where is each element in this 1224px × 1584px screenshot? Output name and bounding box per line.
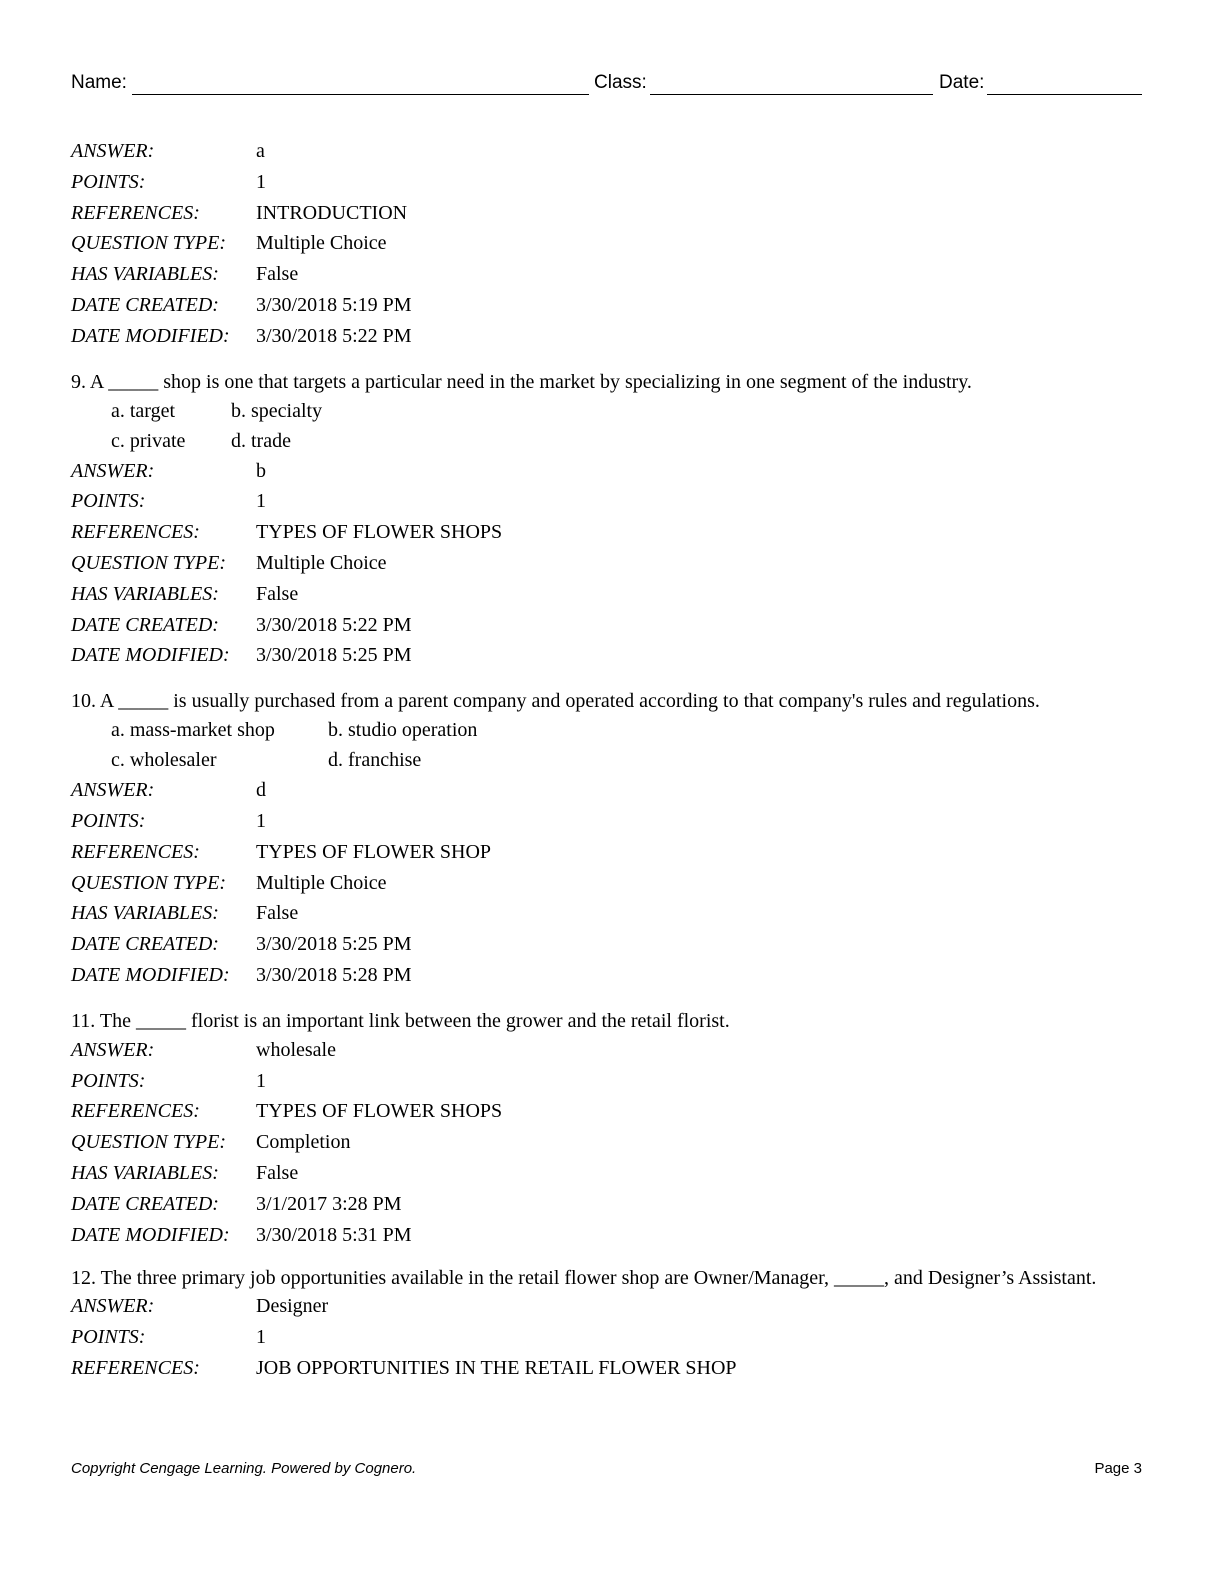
meta-value: 3/30/2018 5:25 PM <box>256 644 412 667</box>
meta-key: QUESTION TYPE: <box>71 232 227 255</box>
meta-key: REFERENCES: <box>71 1100 200 1123</box>
name-label: Name: <box>71 72 127 93</box>
meta-row <box>71 290 1151 321</box>
meta-value: False <box>256 1161 299 1184</box>
meta-key: REFERENCES: <box>71 521 200 544</box>
page-number: Page 3 <box>1094 1460 1142 1477</box>
meta-key: POINTS: <box>71 1326 146 1349</box>
meta-value: False <box>256 902 299 925</box>
meta-value: 1 <box>256 490 266 513</box>
meta-key: POINTS: <box>71 809 146 832</box>
meta-key: QUESTION TYPE: <box>71 551 227 574</box>
question-9 <box>71 368 1151 672</box>
meta-row <box>71 1220 1151 1251</box>
meta-row <box>71 228 1151 259</box>
meta-value: b <box>256 459 266 482</box>
meta-value: 3/30/2018 5:25 PM <box>256 933 412 956</box>
meta-row <box>71 1291 1151 1322</box>
meta-key: DATE CREATED: <box>71 613 219 636</box>
option-b: b. studio operation <box>328 719 478 742</box>
meta-row <box>71 1189 1151 1220</box>
meta-key: POINTS: <box>71 170 146 193</box>
option-c: c. private <box>111 429 186 452</box>
meta-row <box>71 610 1151 641</box>
meta-value: TYPES OF FLOWER SHOP <box>256 840 492 863</box>
question-text: 12. The three primary job opportunities available in the retail flower shop are Owner/Manager, _____, and Designer’s Assistant. <box>71 1267 1097 1290</box>
option-c: c. wholesaler <box>111 749 217 772</box>
date-label: Date: <box>939 72 985 93</box>
name-blank <box>132 94 589 95</box>
meta-key: DATE CREATED: <box>71 1192 219 1215</box>
meta-value: False <box>256 263 299 286</box>
meta-value: 1 <box>256 170 266 193</box>
meta-key: HAS VARIABLES: <box>71 902 219 925</box>
page-header <box>71 72 1142 96</box>
meta-row <box>71 1353 1151 1384</box>
meta-value: INTRODUCTION <box>256 201 408 224</box>
meta-value: wholesale <box>256 1038 336 1061</box>
meta-key: DATE MODIFIED: <box>71 1223 230 1246</box>
meta-row <box>71 837 1151 868</box>
option-row <box>71 715 1151 745</box>
meta-key: REFERENCES: <box>71 201 200 224</box>
question-text: 11. The _____ florist is an important link between the grower and the retail florist. <box>71 1009 730 1032</box>
option-d: d. franchise <box>328 749 422 772</box>
meta-row <box>71 898 1151 929</box>
meta-key: DATE MODIFIED: <box>71 963 230 986</box>
meta-row <box>71 868 1151 899</box>
meta-value: 1 <box>256 1069 266 1092</box>
meta-key: ANSWER: <box>71 140 155 162</box>
meta-value: Multiple Choice <box>256 232 387 255</box>
meta-value: Completion <box>256 1131 351 1154</box>
meta-key: DATE CREATED: <box>71 293 219 316</box>
meta-key: POINTS: <box>71 490 146 513</box>
question-10 <box>71 687 1151 991</box>
meta-key: POINTS: <box>71 1069 146 1092</box>
meta-key: REFERENCES: <box>71 1356 200 1379</box>
option-row <box>71 426 1151 456</box>
meta-value: 3/30/2018 5:19 PM <box>256 293 412 316</box>
date-blank <box>987 94 1142 95</box>
meta-value: 1 <box>256 1326 266 1349</box>
meta-value: 3/30/2018 5:22 PM <box>256 324 412 347</box>
meta-key: HAS VARIABLES: <box>71 582 219 605</box>
meta-value: d <box>256 779 266 802</box>
option-row <box>71 745 1151 775</box>
meta-row <box>71 321 1151 352</box>
meta-row <box>71 775 1151 806</box>
meta-key: DATE CREATED: <box>71 933 219 956</box>
meta-value: Multiple Choice <box>256 551 387 574</box>
meta-key: QUESTION TYPE: <box>71 1131 227 1154</box>
meta-row <box>71 960 1151 991</box>
previous-question-meta <box>71 136 1151 352</box>
meta-value: 3/30/2018 5:31 PM <box>256 1223 412 1246</box>
meta-value: 1 <box>256 809 266 832</box>
meta-key: HAS VARIABLES: <box>71 1161 219 1184</box>
question-11 <box>71 1007 1151 1251</box>
meta-key: DATE MODIFIED: <box>71 644 230 667</box>
class-blank <box>650 94 933 95</box>
meta-row <box>71 1066 1151 1097</box>
question-text: 10. A _____ is usually purchased from a parent company and operated according to that company's rules and regulations. <box>71 690 1040 713</box>
meta-key: ANSWER: <box>71 1295 155 1318</box>
meta-row <box>71 640 1151 671</box>
meta-value: a <box>256 140 265 162</box>
copyright-text: Copyright Cengage Learning. Powered by Cognero. <box>71 1460 417 1477</box>
meta-row <box>71 806 1151 837</box>
option-d: d. trade <box>231 429 291 452</box>
meta-row <box>71 486 1151 517</box>
meta-key: HAS VARIABLES: <box>71 263 219 286</box>
option-a: a. mass-market shop <box>111 719 275 742</box>
meta-key: ANSWER: <box>71 779 155 802</box>
meta-row <box>71 517 1151 548</box>
meta-value: 3/30/2018 5:28 PM <box>256 963 412 986</box>
meta-value: JOB OPPORTUNITIES IN THE RETAIL FLOWER SHOP <box>256 1356 737 1379</box>
meta-key: QUESTION TYPE: <box>71 871 227 894</box>
meta-row <box>71 579 1151 610</box>
meta-value: False <box>256 582 299 605</box>
option-row <box>71 396 1151 426</box>
question-text: 9. A _____ shop is one that targets a particular need in the market by specializing in one segment of the industry. <box>71 370 972 393</box>
meta-row <box>71 1127 1151 1158</box>
option-a: a. target <box>111 399 176 422</box>
meta-value: Designer <box>256 1295 329 1318</box>
meta-value: 3/1/2017 3:28 PM <box>256 1192 402 1215</box>
class-label: Class: <box>594 72 647 93</box>
meta-key: DATE MODIFIED: <box>71 324 230 347</box>
option-b: b. specialty <box>231 399 323 422</box>
meta-row <box>71 456 1151 487</box>
meta-row <box>71 1096 1151 1127</box>
question-12 <box>71 1266 1151 1383</box>
meta-row <box>71 198 1151 229</box>
meta-value: TYPES OF FLOWER SHOPS <box>256 1100 503 1123</box>
meta-key: ANSWER: <box>71 459 155 482</box>
meta-row <box>71 1322 1151 1353</box>
meta-value: 3/30/2018 5:22 PM <box>256 613 412 636</box>
question-list <box>71 136 1151 1384</box>
meta-row <box>71 1158 1151 1189</box>
meta-row <box>71 548 1151 579</box>
meta-value: Multiple Choice <box>256 871 387 894</box>
meta-row <box>71 167 1151 198</box>
meta-key: REFERENCES: <box>71 840 200 863</box>
meta-key: ANSWER: <box>71 1038 155 1061</box>
meta-row <box>71 259 1151 290</box>
meta-row <box>71 1035 1151 1066</box>
meta-row <box>71 929 1151 960</box>
page-footer <box>71 1460 1142 1480</box>
meta-row <box>71 136 1151 167</box>
meta-value: TYPES OF FLOWER SHOPS <box>256 521 503 544</box>
